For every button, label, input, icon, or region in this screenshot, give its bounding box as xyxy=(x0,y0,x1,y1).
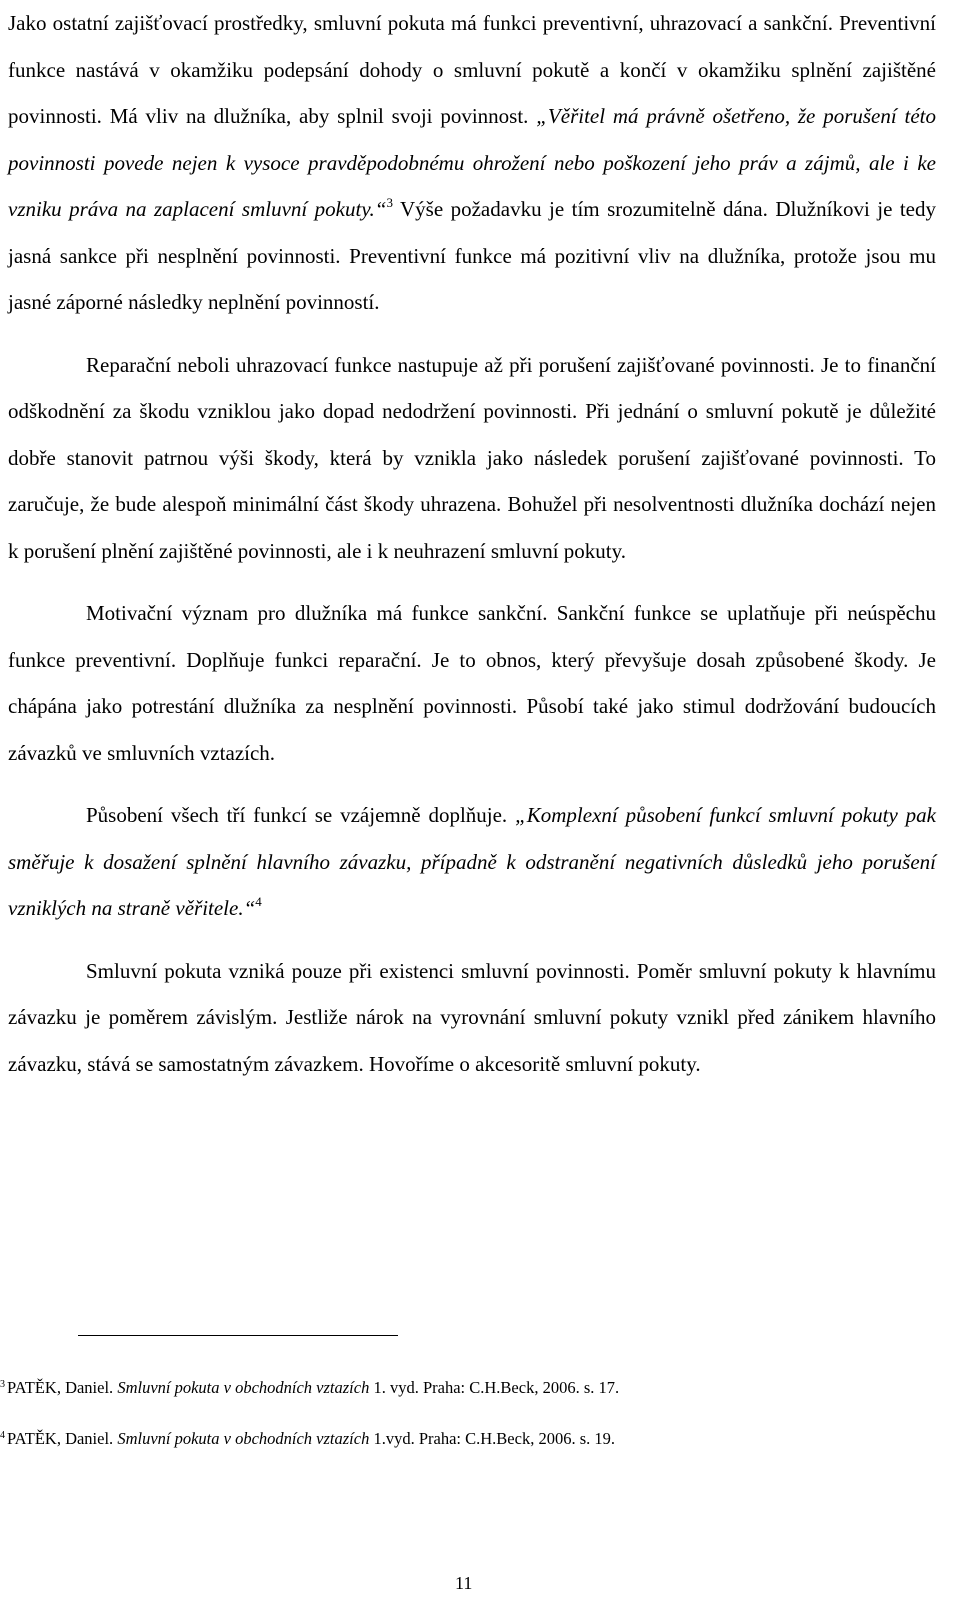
footnote-reference[interactable]: 3 xyxy=(386,195,393,210)
footnote-title: Smluvní pokuta v obchodních vztazích xyxy=(117,1429,370,1448)
citation-quote: „Věřitel má právně ošetřeno, že porušení této povinnosti povede nejen k vysoce pravděpodobnému ohrožení nebo poškození jeho práv a zájmů, ale i ke vzniku práva na zaplacení smluvní pokuty.“ xyxy=(8,104,937,221)
paragraph-sanction-function: Motivační význam pro dlužníka má funkce sankční. Sankční funkce se uplatňuje při neúspěchu funkce preventivní. Doplňuje funkci reparační. Je to obnos, který převyšuje dosah způsobené škody. Je chápána jako potrestání dlužníka za nesplnění povinnosti. Působí také jako stimul dodržování budoucích závazků ve smluvních vztazích. xyxy=(8,601,936,765)
footnote xyxy=(0,1377,619,1399)
footnote-title: Smluvní pokuta v obchodních vztazích xyxy=(117,1378,370,1397)
paragraph-functions-combined xyxy=(8,792,936,932)
paragraph-accessory-nature: Smluvní pokuta vzniká pouze při existenci smluvní povinnosti. Poměr smluvní pokuty k hlavnímu závazku je poměrem závislým. Jestliže nárok na vyrovnání smluvní pokuty vznikl před zánikem hlavního závazku, stává se samostatným závazkem. Hovoříme o akcesoritě smluvní pokuty. xyxy=(8,958,936,1076)
footnote-publication: 1. vyd. Praha: C.H.Beck, 2006. s. 17. xyxy=(369,1378,620,1397)
page-number: 11 xyxy=(455,1573,473,1593)
footnote-number: 4 xyxy=(0,1430,5,1441)
footnote-author: PATĚK, Daniel. xyxy=(7,1378,118,1397)
footnote-separator xyxy=(78,1335,398,1336)
paragraph-preventive-function xyxy=(8,0,936,326)
footnote-reference[interactable]: 4 xyxy=(255,894,262,909)
footnote-author: PATĚK, Daniel. xyxy=(7,1429,118,1448)
document-page xyxy=(8,0,936,1087)
footnote-publication: 1.vyd. Praha: C.H.Beck, 2006. s. 19. xyxy=(369,1429,615,1448)
paragraph-text: Jako ostatní zajišťovací prostředky, smluvní pokuta má funkci preventivní, uhrazovací a sankční. Preventivní funkce nastává v okamžiku podepsání dohody o smluvní pokutě a končí v okamžiku splnění zajištěné povinnosti. Má vliv na dlužníka, aby splnil svoji povinnost. xyxy=(8,11,936,128)
footnote xyxy=(0,1428,615,1450)
citation-quote: „Komplexní působení funkcí smluvní pokuty pak směřuje k dosažení splnění hlavního závazku, případně k odstranění negativních důsledků jeho porušení vzniklých na straně věřitele.“ xyxy=(8,803,936,920)
paragraph-reparation-function: Reparační neboli uhrazovací funkce nastupuje až při porušení zajišťované povinnosti. Je to finanční odškodnění za škodu vzniklou jako dopad nedodržení povinnosti. Při jednání o smluvní pokutě je důležité dobře stanovit patrnou výši škody, která by vznikla jako následek porušení zajišťované povinnosti. To zaručuje, že bude alespoň minimální část škody uhrazena. Bohužel při nesolventnosti dlužníka dochází nejen k porušení plnění zajištěné povinnosti, ale i k neuhrazení smluvní pokuty. xyxy=(8,352,936,563)
paragraph-text: Působení všech tří funkcí se vzájemně doplňuje. xyxy=(86,803,516,827)
footnote-number: 3 xyxy=(0,1379,5,1390)
paragraph-text: Výše požadavku je tím srozumitelně dána. Dlužníkovi je tedy jasná sankce při nesplnění povinnosti. Preventivní funkce má pozitivní vliv na dlužníka, protože jsou mu jasné záporné následky neplnění povinností. xyxy=(8,197,937,314)
